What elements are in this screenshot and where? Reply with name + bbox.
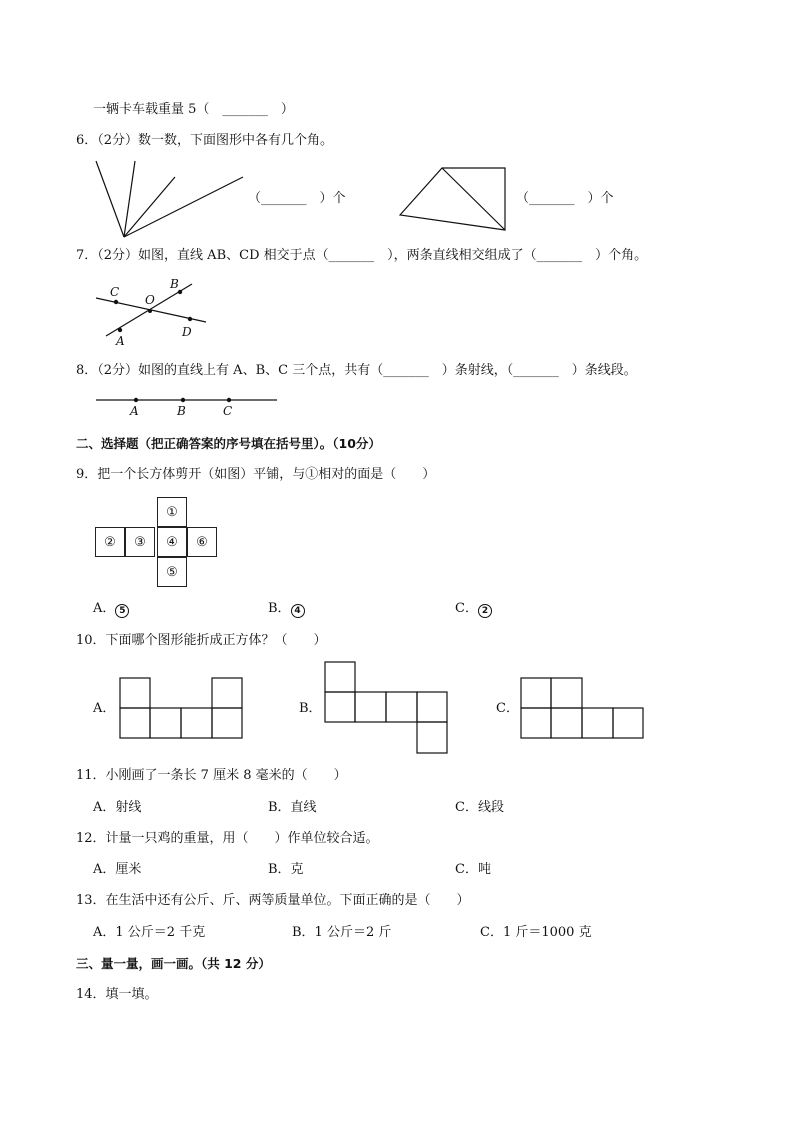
q10-net-b[interactable] xyxy=(323,660,449,756)
q8-line-figure xyxy=(94,392,279,420)
q12-stem: 12．计量一只鸡的重量，用（ ）作单位较合适。 xyxy=(76,831,379,846)
q10-option-a-label[interactable]: A． xyxy=(93,701,116,716)
q10-stem: 10．下面哪个图形能折成正方体？（ ） xyxy=(76,633,327,648)
q9-face-4: ④ xyxy=(157,527,187,557)
q12-option-b[interactable]: B．克 xyxy=(268,862,304,877)
section-3-heading: 三、量一量，画一画。（共 12 分） xyxy=(76,956,271,971)
q8-label-b: B xyxy=(177,404,186,418)
q11-option-b[interactable]: B．直线 xyxy=(268,800,317,815)
q5-tail-text: 一辆卡车载重量 5（ _______ ） xyxy=(93,102,294,117)
q7-label-a: A xyxy=(116,334,125,348)
q11-option-a[interactable]: A．射线 xyxy=(93,800,142,815)
q9-option-a[interactable] xyxy=(93,601,129,618)
q7-intersecting-lines-figure xyxy=(88,274,218,348)
q7-label-o: O xyxy=(145,293,155,307)
q9-option-c-label: C． xyxy=(455,601,478,616)
q13-option-b[interactable]: B．1 公斤＝2 斤 xyxy=(292,925,392,940)
q6-fan-lines-figure xyxy=(90,155,250,240)
q13-option-c[interactable]: C．1 斤＝1000 克 xyxy=(480,925,592,940)
q9-option-c-value: 2 xyxy=(478,604,492,618)
q6-blank-2: （_______ ）个 xyxy=(516,191,614,206)
q10-net-a[interactable] xyxy=(118,676,244,740)
q13-option-a[interactable]: A．1 公斤＝2 千克 xyxy=(93,925,206,940)
q6-blank-1: （_______ ）个 xyxy=(248,191,346,206)
q10-net-c[interactable] xyxy=(519,676,645,740)
q9-option-b[interactable] xyxy=(268,601,305,618)
q6-triangle-figure xyxy=(395,160,515,235)
q11-option-c[interactable]: C．线段 xyxy=(455,800,504,815)
q12-option-a[interactable]: A．厘米 xyxy=(93,862,142,877)
q7-label-b: B xyxy=(170,277,179,291)
q9-stem: 9．把一个长方体剪开（如图）平铺，与①相对的面是（ ） xyxy=(76,467,436,482)
q7-label-d: D xyxy=(182,325,192,339)
q9-option-c[interactable] xyxy=(455,601,492,618)
q14-stem: 14．填一填。 xyxy=(76,987,158,1002)
q9-option-b-label: B． xyxy=(268,601,291,616)
q9-option-a-label: A． xyxy=(93,601,116,616)
section-2-heading: 二、选择题（把正确答案的序号填在括号里）。（10分） xyxy=(76,436,381,451)
q12-option-c[interactable]: C．吨 xyxy=(455,862,491,877)
q13-stem: 13．在生活中还有公斤、斤、两等质量单位。下面正确的是（ ） xyxy=(76,893,470,908)
q9-face-3: ③ xyxy=(125,527,155,557)
q7-label-c: C xyxy=(110,285,120,299)
q10-option-c-label[interactable]: C． xyxy=(496,701,519,716)
q9-face-1: ① xyxy=(157,497,187,527)
q8-label-c: C xyxy=(223,404,233,418)
q11-stem: 11．小刚画了一条长 7 厘米 8 毫米的（ ） xyxy=(76,768,347,783)
q8-stem: 8．（2分）如图的直线上有 A、B、C 三个点，共有（_______ ）条射线，（_______ ）条线段。 xyxy=(76,363,637,378)
q9-option-a-value: 5 xyxy=(115,604,129,618)
q9-face-6: ⑥ xyxy=(187,527,217,557)
q9-face-5: ⑤ xyxy=(157,557,187,587)
q9-face-2: ② xyxy=(95,527,125,557)
q6-stem: 6．（2分）数一数，下面图形中各有几个角。 xyxy=(76,133,334,148)
q10-option-b-label[interactable]: B． xyxy=(299,701,322,716)
q7-stem: 7．（2分）如图，直线 AB、CD 相交于点（_______ ），两条直线相交组成了（_______ ）个角。 xyxy=(76,248,648,263)
q9-option-b-value: 4 xyxy=(291,604,305,618)
q8-label-a: A xyxy=(130,404,139,418)
q9-cuboid-net xyxy=(95,497,217,589)
